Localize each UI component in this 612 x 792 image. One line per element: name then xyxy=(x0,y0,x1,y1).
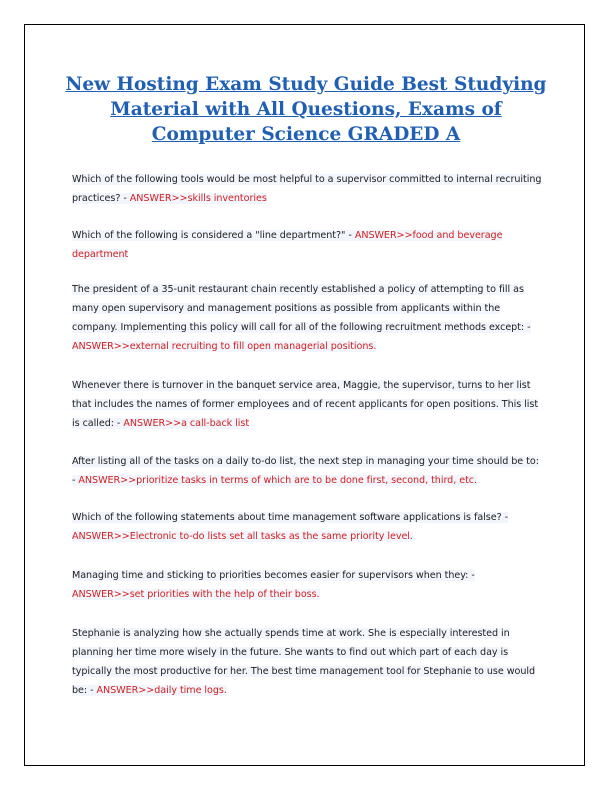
answer-text: ANSWER>>set priorities with the help of their boss. xyxy=(72,589,320,600)
qa-item-1 xyxy=(72,170,544,208)
answer-text: ANSWER>>skills inventories xyxy=(129,193,267,204)
question-text: Which of the following statements about time management software applications is false? - xyxy=(72,512,509,523)
answer-text: ANSWER>>a call-back list xyxy=(123,418,250,429)
qa-item-8 xyxy=(72,624,544,700)
qa-item-5 xyxy=(72,452,544,490)
qa-item-4 xyxy=(72,376,544,433)
question-text: Whenever there is turnover in the banquet service area, Maggie, the supervisor, turns to her list that includes the names of former employees and of recent applicants for open positions. This list is called: - xyxy=(72,380,539,429)
document-title: New Hosting Exam Study Guide Best Studying Material with All Questions, Exams of Computer Science GRADED A xyxy=(65,74,547,145)
answer-text: ANSWER>>food and beverage department xyxy=(72,230,503,260)
question-text: Stephanie is analyzing how she actually spends time at work. She is especially interested in planning her time more wisely in the future. She wants to find out which part of each day is typically the most productive for her. The best time management tool for Stephanie to use would be: - xyxy=(72,628,536,696)
question-text: The president of a 35-unit restaurant chain recently established a policy of attempting to fill as many open supervisory and management positions as possible from applicants within the company. Implementing this policy will call for all of the following recruitment methods except: - xyxy=(72,284,531,333)
question-text: Which of the following is considered a "line department?" - xyxy=(72,230,355,241)
answer-text: ANSWER>>daily time logs. xyxy=(96,685,227,696)
answer-text: ANSWER>>external recruiting to fill open managerial positions. xyxy=(72,341,377,352)
answer-text: ANSWER>>Electronic to-do lists set all tasks as the same priority level. xyxy=(72,531,413,542)
question-text: Managing time and sticking to priorities becomes easier for supervisors when they: - xyxy=(72,570,475,581)
question-text: After listing all of the tasks on a daily to-do list, the next step in managing your time should be to: - xyxy=(72,456,539,486)
answer-text: ANSWER>>prioritize tasks in terms of which are to be done first, second, third, etc. xyxy=(78,475,478,486)
question-text: Which of the following tools would be most helpful to a supervisor committed to internal recruiting practices? - xyxy=(72,174,542,204)
qa-item-3 xyxy=(72,280,544,356)
qa-item-2 xyxy=(72,226,544,264)
qa-item-7 xyxy=(72,566,544,604)
qa-item-6 xyxy=(72,508,544,546)
